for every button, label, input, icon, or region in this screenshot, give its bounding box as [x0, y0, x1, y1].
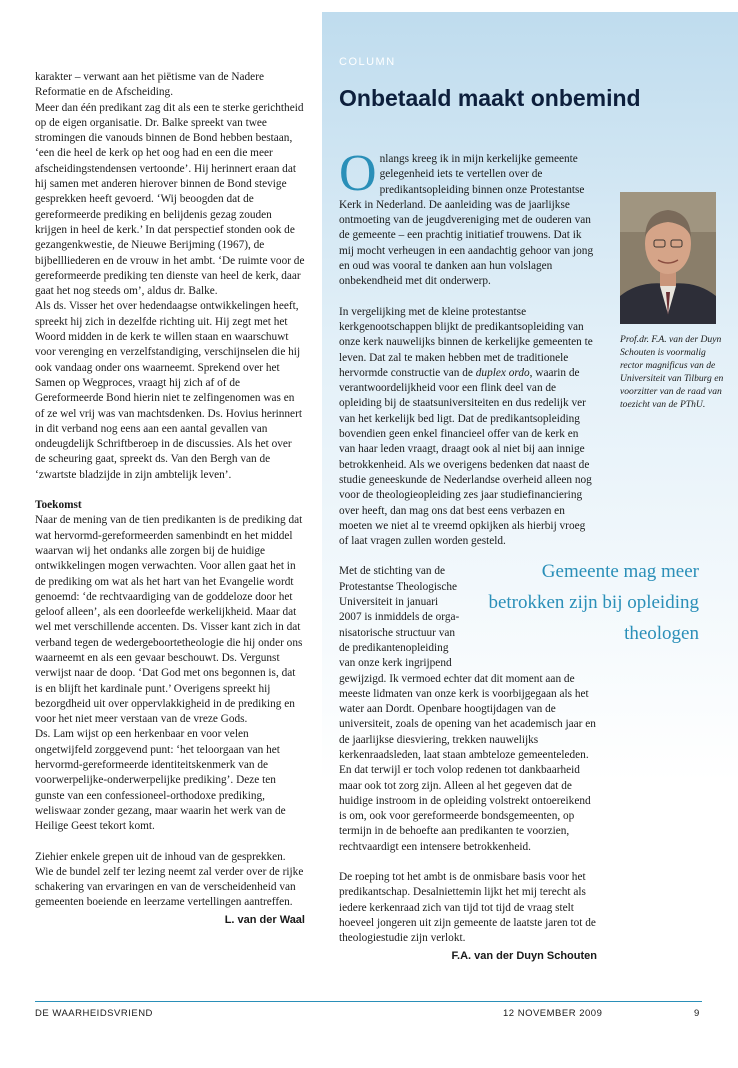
- column-paragraph-2: In vergelijking met de kleine protestantse kerkgenootschappen blijkt de predikantsopleiding van onze kerk nauwelijks binnen de kerkelijke gemeenten te leven. Dat zal te maken hebben met de traditionele hervormde constructie van de duplex ordo, waarin de verantwoordelijkheid voor een flink deel van de opleiding bij de staatsuniversiteiten en dus redelijk ver van het kerkelijk bed ligt. Dat de predikantsopleiding bovendien geen enkel financieel offer van de kerk en van haar leden vraagt, draagt ook al niet bij aan innige betrokkenheid. Als we overigens bedenken dat naast de studie geneeskunde de Nederlandse overheid alleen nog voor de theologieopleiding zes jaar studiefinanciering over heeft, dan mag ons dat best eens verbazen en moeten we niet al te vreemd opkijken als hierbij vroeg of laat vragen zullen worden gesteld.: [339, 305, 593, 548]
- column-paragraph-3: Met de stichting van de Protestantse Theologische Universiteit in januari 2007 is inmiddels de orga- nisatorische structuur van de predikantenopleiding van onze kerk ingrijpend gewijzigd. Ik vermoed echter dat dit moment aan de meeste lidmaten van onze kerk is voorbijgegaan als het water aan Dordt. Openbare hoogtijdagen van de universiteit, zoals de opening van het academisch jaar en de jaarlijkse diesviering, trekken nauwelijks kerkenraadsleden, laat staan ambteloze gemeenteleden. En dat terwijl er toch volop redenen tot dankbaarheid maar ook tot zorg zijn. Alleen al het gegeven dat de huidige instroom in de opleiding volstrekt ontoereikend is om, ook voor gereformeerde bondsgemeenten, op termijn in de behoefte aan predikanten te voorzien, rechtvaardigt een intensere betrokkenheid.: [339, 565, 596, 853]
- author-portrait-photo: [620, 192, 716, 324]
- pull-quote: Gemeente mag meer betrokken zijn bij opleiding theologen: [488, 561, 699, 644]
- article-left-column: [35, 70, 305, 928]
- column-section-label: COLUMN: [339, 56, 396, 68]
- footer-date: 12 NOVEMBER 2009: [503, 1008, 603, 1019]
- photo-caption: Prof.dr. F.A. van der Duyn Schouten is voormalig rector magnificus van de Universiteit van Tilburg en voorzitter van de raad van toezicht van de PThU.: [620, 334, 724, 410]
- section-heading-toekomst: Toekomst: [35, 499, 82, 512]
- footer-page-number: 9: [694, 1008, 700, 1019]
- footer-divider: [35, 1001, 702, 1002]
- left-paragraph-3: Als ds. Visser het over hedendaagse ontwikkelingen heeft, spreekt hij zich in dezelfde richting uit. Hij zegt met het Woord midden in de kerk te willen staan en waarschuwt voor verenging en verzelfstandiging, verschijnselen die hij ook vandaag onder ons waarneemt. Sprekend over het Samen op Wegproces, vraagt hij zich af of de Gereformeerde Bond hierin niet te zelfingenomen was en of ze wel vrij was van machtsdenken. Ds. Hovius herinnert in dit verband nog eens aan een aantal gevallen van ondeugdelijk Schriftberoep in de discussies. Als het over de scheuring gaat, spreekt ds. Van den Bergh van de ‘zwartste bladzijde in zijn ambtelijk leven’.: [35, 300, 302, 481]
- drop-cap: O: [339, 145, 377, 202]
- left-paragraph-2: Meer dan één predikant zag dit als een te sterke gerichtheid op de eigen organisatie. Dr. Balke spreekt van twee stromingen die vanouds binnen de Bond hebben bestaan, ‘een die heel de kerk op het oog had en een die meer afscheidingstendensen vertoonde’. Hij herinnert eraan dat hij samen met anderen hierover binnen de Bond stevige gesprekken heeft gevoerd. ‘Wij beoogden dat de gereformeerde prediking en belijdenis gezag zouden krijgen in heel de kerk.’ In dat perspectief stonden ook de gezangenkwestie, de Nieuwe Berijming (1967), de bijbellliederen en de vrouw in het ambt. ‘De ruimte voor de gereformeerde prediking ten dienste van heel de kerk, daar gaat het nog steeds om’, aldus dr. Balke.: [35, 101, 305, 298]
- left-paragraph-1: karakter – verwant aan het piëtisme van de Nadere Reformatie en de Afscheiding.: [35, 71, 264, 99]
- column-author-signature: F.A. van der Duyn Schouten: [451, 949, 597, 962]
- left-paragraph-6: Ziehier enkele grepen uit de inhoud van de gesprekken. Wie de bundel zelf ter lezing neemt zal verder over de rijke schakering van ervaringen en van de verscheidenheid van gemeenten boeiende en leerzame vertellingen aantreffen.: [35, 850, 304, 909]
- left-paragraph-4: Naar de mening van de tien predikanten is de prediking dat wat hervormd-gereformeerden samenbindt en het middel waarvan wij het ondanks alle zorgen bij de huidige ontwikkelingen mogen verwachten. Voor allen gaat het in de prediking om wat als het hart van het Evangelie wordt genoemd: ‘de rechtvaardiging van de goddeloze door het geloof alleen’, als een doorleefde werkelijkheid. Maar dat wel met verschillende accenten. Ds. Visser kant zich in dat verband tegen de wedergeboortetheologie die hij onder ons waarneemt en als een gevaar beschouwt. Ds. Vergunst verwijst naar de doop. ‘Dat God met ons begonnen is, dat is en blijft het kardinale punt.’ Overigens spreekt hij bezorgdheid uit over oppervlakkigheid in de prediking en voor het niet meer verstaan van de vreze Gods.: [35, 514, 303, 726]
- left-author-signature: L. van der Waal: [224, 913, 305, 926]
- column-title: Onbetaald maakt onbemind: [339, 85, 641, 111]
- footer-publication: DE WAARHEIDSVRIEND: [35, 1008, 153, 1019]
- italic-term: duplex ordo: [475, 366, 530, 379]
- column-paragraph-1: Onlangs kreeg ik in mijn kerkelijke gemeente gelegenheid iets te vertellen over de predikantsopleiding binnen onze Protestantse Kerk in Nederland. De aanleiding was de jaarlijkse ontmoeting van de jeugdvereniging met de ouderen van de gemeente – een prachtig initiatief trouwens. Dat ik mij mocht verheugen in een aandachtig gehoor van jong en oud was vooral te danken aan hun volslagen onbekendheid met dit onderwerp.: [339, 145, 594, 288]
- left-paragraph-5: Ds. Lam wijst op een herkenbaar en voor velen ongetwijfeld zorggevend punt: ‘het teloorgaan van het hervormd-gereformeerde identiteitskenmerk van de voorwerpelijke-onderwerpelijke prediking’. Deze ten gunste van een confessioneel-orthodoxe prediking, weliswaar zonder gezang, maar waarin het werk van de Heilige Geest tekort komt.: [35, 728, 286, 833]
- column-paragraph-4: De roeping tot het ambt is de onmisbare basis voor het predikantschap. Desalniettemin lijkt het mij terecht als iedere kerkenraad zich van tijd tot tijd de vraag stelt hoeveel jongeren uit zijn gemeente de laatste jaren tot de theologiestudie zijn verlokt.: [339, 871, 596, 945]
